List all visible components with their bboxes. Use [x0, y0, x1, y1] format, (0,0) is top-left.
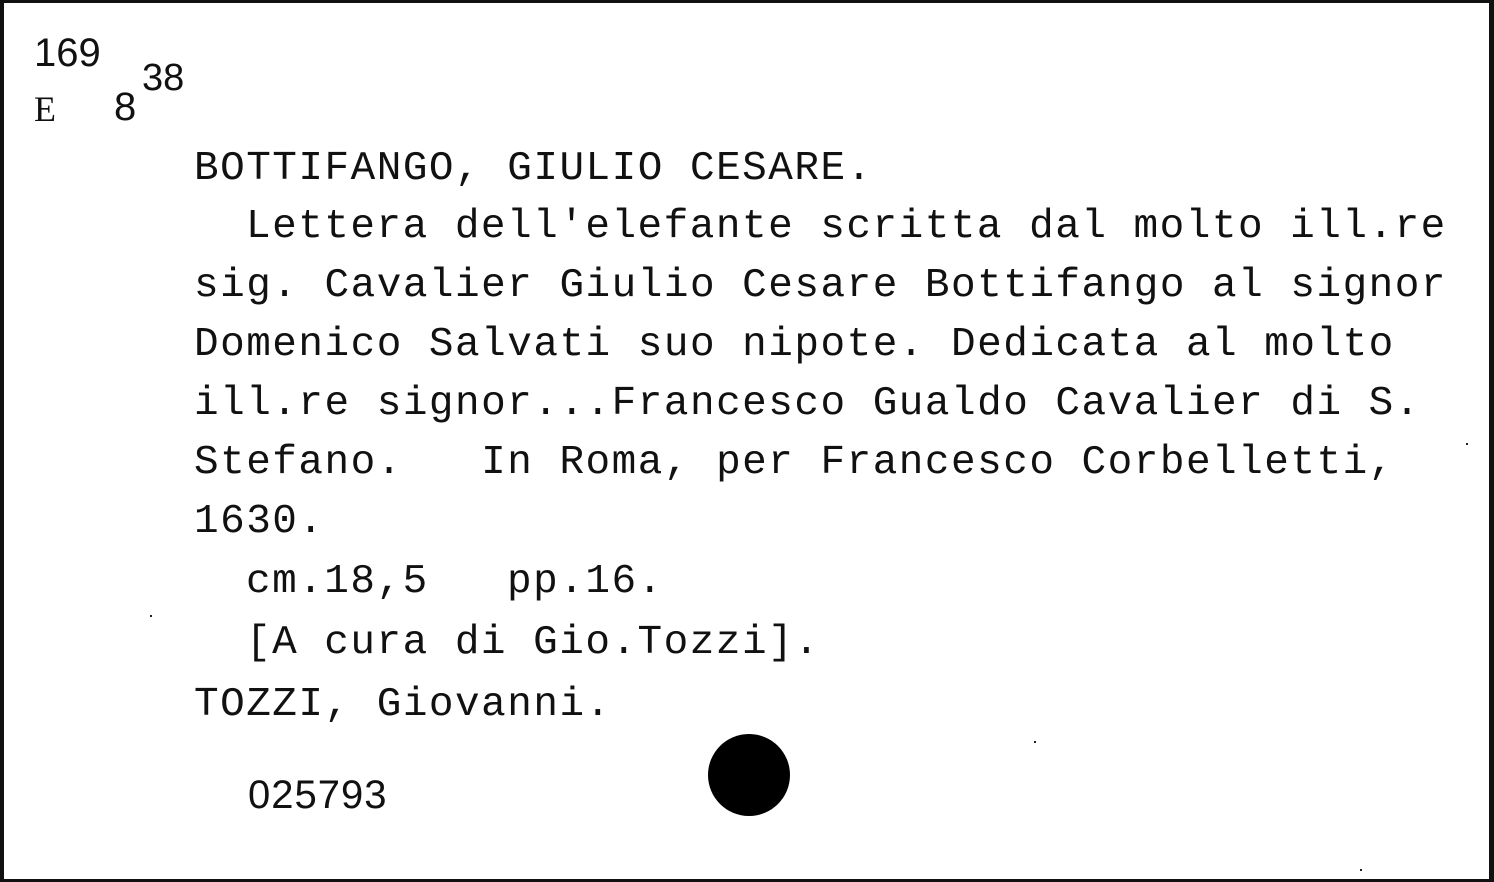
call-number-letter: E [34, 89, 56, 129]
call-number-number: 8 [114, 85, 137, 129]
title-line-2: sig. Cavalier Giulio Cesare Bottifango al signor [194, 263, 1447, 309]
title-line-5: Stefano. In Roma, per Francesco Corbelletti, [194, 440, 1395, 486]
title-line-1: Lettera dell'elefante scritta dal molto ill.re [246, 204, 1447, 250]
scan-speck [1360, 869, 1362, 871]
collation: cm.18,5 pp.16. [246, 559, 664, 605]
added-entry: TOZZI, Giovanni. [194, 682, 612, 728]
title-line-6: 1630. [194, 499, 325, 545]
title-line-3: Domenico Salvati suo nipote. Dedicata al molto [194, 322, 1395, 368]
call-number-superscript: 38 [142, 57, 185, 99]
scan-speck [1466, 443, 1468, 445]
main-heading: BOTTIFANGO, GIULIO CESARE. [194, 146, 873, 192]
title-line-4: ill.re signor...Francesco Gualdo Cavalier di S. [194, 381, 1421, 427]
scan-speck [150, 615, 152, 617]
punch-hole [708, 734, 790, 816]
call-number-line-1: 169 [34, 31, 101, 75]
control-number: 025793 [248, 773, 388, 817]
scan-speck [1034, 741, 1036, 743]
editor-note: [A cura di Gio.Tozzi]. [246, 620, 821, 666]
